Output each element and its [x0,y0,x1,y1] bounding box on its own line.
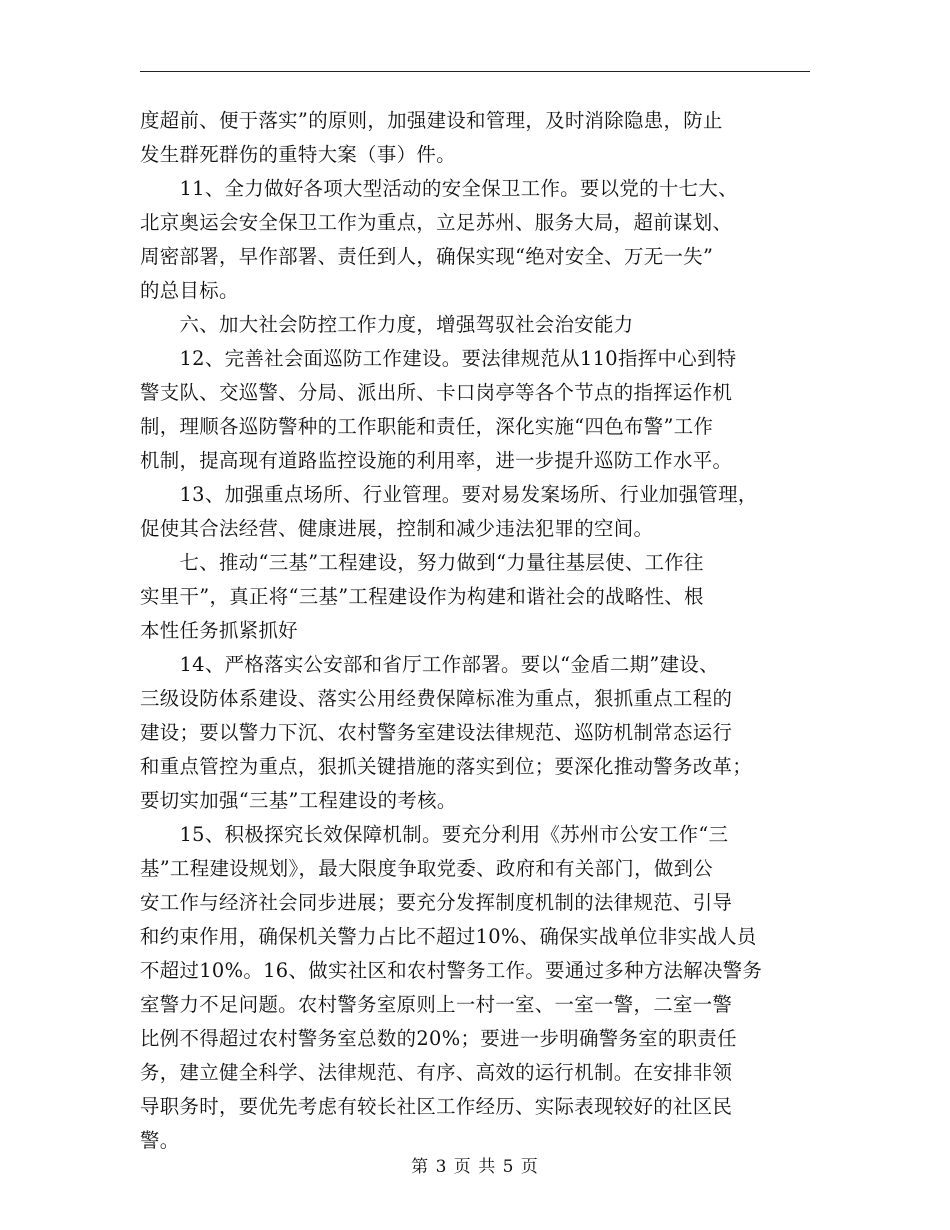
text-line: 三级设防体系建设、落实公用经费保障标准为重点，狠抓重点工程的 [140,687,733,710]
text-line: 不超过10%。16、做实社区和农村警务工作。要通过多种方法解决警务 [140,959,763,982]
text-line: 比例不得超过农村警务室总数的20%；要进一步明确警务室的职责任 [140,1027,737,1050]
text-line: 本性任务抓紧抓好 [140,619,298,642]
text-line: 基”工程建设规划》，最大限度争取党委、政府和有关部门，做到公 [140,857,714,880]
text-line: 实里干”，真正将“三基”工程建设作为构建和谐社会的战略性、根 [140,585,704,608]
page-footer: 第 3 页 共 5 页 [411,1157,539,1177]
text-line: 15、积极探究长效保障机制。要充分利用《苏州市公安工作“三 [140,823,729,846]
text-line: 和重点管控为重点，狠抓关键措施的落实到位；要深化推动警务改革； [140,755,752,778]
text-line: 的总目标。 [140,279,239,302]
document-body [140,104,810,1158]
text-line: 促使其合法经营、健康进展，控制和减少违法犯罪的空间。 [140,517,654,540]
header-rule [140,71,810,72]
text-line: 六、加大社会防控工作力度，增强驾驭社会治安能力 [140,313,634,336]
text-line: 室警力不足问题。农村警务室原则上一村一室、一室一警，二室一警 [140,993,733,1016]
text-line: 制，理顺各巡防警种的工作职能和责任，深化实施“四色布警”工作 [140,415,714,438]
text-line: 机制，提高现有道路监控设施的利用率，进一步提升巡防工作水平。 [140,449,733,472]
text-line: 七、推动“三基”工程建设，努力做到“力量往基层使、工作往 [140,551,704,574]
text-line: 警。 [140,1129,180,1152]
text-line: 13、加强重点场所、行业管理。要对易发案场所、行业加强管理， [140,483,758,506]
text-line: 14、严格落实公安部和省厅工作部署。要以“金盾二期”建设、 [140,653,719,676]
text-line: 建设；要以警力下沉、农村警务室建设法律规范、巡防机制常态运行 [140,721,733,744]
text-line: 度超前、便于落实”的原则，加强建设和管理，及时消除隐患，防止 [140,109,723,132]
text-line: 12、完善社会面巡防工作建设。要法律规范从110指挥中心到特 [140,347,737,370]
text-line: 导职务时，要优先考虑有较长社区工作经历、实际表现较好的社区民 [140,1095,733,1118]
text-line: 务，建立健全科学、法律规范、有序、高效的运行机制。在安排非领 [140,1061,733,1084]
text-line: 要切实加强“三基”工程建设的考核。 [140,789,457,812]
text-line: 和约束作用，确保机关警力占比不超过10%、确保实战单位非实战人员 [140,925,757,948]
text-line: 警支队、交巡警、分局、派出所、卡口岗亭等各个节点的指挥运作机 [140,381,733,404]
text-line: 北京奥运会安全保卫工作为重点，立足苏州、服务大局，超前谋划、 [140,211,733,234]
text-line: 11、全力做好各项大型活动的安全保卫工作。要以党的十七大、 [140,177,738,200]
text-line: 发生群死群伤的重特大案（事）件。 [140,143,456,166]
text-line: 周密部署，早作部署、责任到人，确保实现“绝对安全、万无一失” [140,245,714,268]
text-line: 安工作与经济社会同步进展；要充分发挥制度机制的法律规范、引导 [140,891,733,914]
